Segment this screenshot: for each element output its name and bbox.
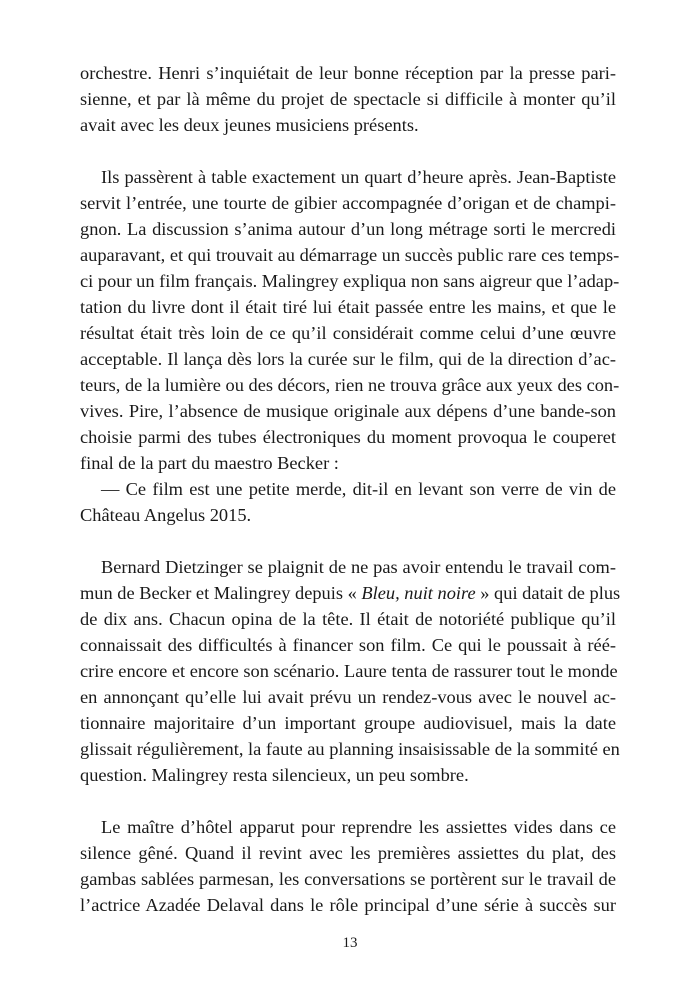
text-fragment: mun de Becker et Malingrey depuis « (80, 583, 362, 603)
text-line: acceptable. Il lança dès lors la curée sur le film, qui de la direction d’ac- (80, 349, 616, 369)
text-line: crire encore et encore son scénario. Laure tenta de rassurer tout le monde (80, 661, 618, 681)
text-line: vives. Pire, l’absence de musique originale aux dépens d’une bande-son (80, 401, 616, 421)
text-line: auparavant, et qui trouvait au démarrage un succès public rare ces temps- (80, 245, 620, 265)
text-line: orchestre. Henri s’inquiétait de leur bonne réception par la presse pari- (80, 63, 616, 83)
page-number: 13 (342, 935, 358, 951)
text-line: question. Malingrey resta silencieux, un peu sombre. (80, 765, 469, 785)
text-line: en annonçant qu’elle lui avait prévu un rendez-vous avec le nouvel ac- (80, 687, 616, 707)
text-line: final de la part du maestro Becker : (80, 453, 339, 473)
paragraph-1 (80, 60, 616, 138)
italic-title: Bleu, nuit noire (361, 583, 476, 603)
body-text (80, 60, 621, 918)
text-line: glissait régulièrement, la faute au planning insaisissable de la sommité en (80, 739, 620, 759)
paragraph-2 (80, 164, 620, 528)
text-line: résultat était très loin de ce qu’il considérait comme celui d’une œuvre (80, 323, 616, 343)
text-line: Ils passèrent à table exactement un quart d’heure après. Jean-Baptiste (101, 167, 616, 187)
text-line: teurs, de la lumière ou des décors, rien ne trouva grâce aux yeux des con- (80, 375, 620, 395)
dialogue-line: Château Angelus 2015. (80, 505, 252, 525)
text-line: ci pour un film français. Malingrey expliqua non sans aigreur que l’adap- (80, 271, 620, 291)
text-line: connaissait des difficultés à financer son film. Ce qui le poussait à réé- (80, 635, 616, 655)
text-line: Le maître d’hôtel apparut pour reprendre les assiettes vides dans ce (101, 817, 616, 837)
text-line: l’actrice Azadée Delaval dans le rôle principal d’une série à succès sur (80, 895, 616, 915)
text-line: Bernard Dietzinger se plaignit de ne pas avoir entendu le travail com- (101, 557, 616, 577)
text-line: sienne, et par là même du projet de spectacle si difficile à monter qu’il (80, 89, 616, 109)
text-line: choisie parmi des tubes électroniques du moment provoqua le couperet (80, 427, 616, 447)
text-line: silence gêné. Quand il revint avec les premières assiettes du plat, des (80, 843, 616, 863)
dialogue-line: — Ce film est une petite merde, dit-il en levant son verre de vin de (101, 479, 616, 499)
text-line: tation du livre dont il était tiré lui était passée entre les mains, et que le (80, 297, 616, 317)
paragraph-4 (80, 814, 616, 918)
paragraph-3 (80, 554, 621, 788)
text-line: gambas sablées parmesan, les conversations se portèrent sur le travail de (80, 869, 616, 889)
text-line: avait avec les deux jeunes musiciens présents. (80, 115, 419, 135)
text-line (80, 580, 621, 606)
text-line: gnon. La discussion s’anima autour d’un long métrage sorti le mercredi (80, 219, 616, 239)
text-line: de dix ans. Chacun opina de la tête. Il était de notoriété publique qu’il (80, 609, 616, 629)
text-fragment: » qui datait de plus (475, 583, 621, 603)
text-line: tionnaire majoritaire d’un important groupe audiovisuel, mais la date (80, 713, 616, 733)
text-line: servit l’entrée, une tourte de gibier accompagnée d’origan et de champi- (80, 193, 616, 213)
